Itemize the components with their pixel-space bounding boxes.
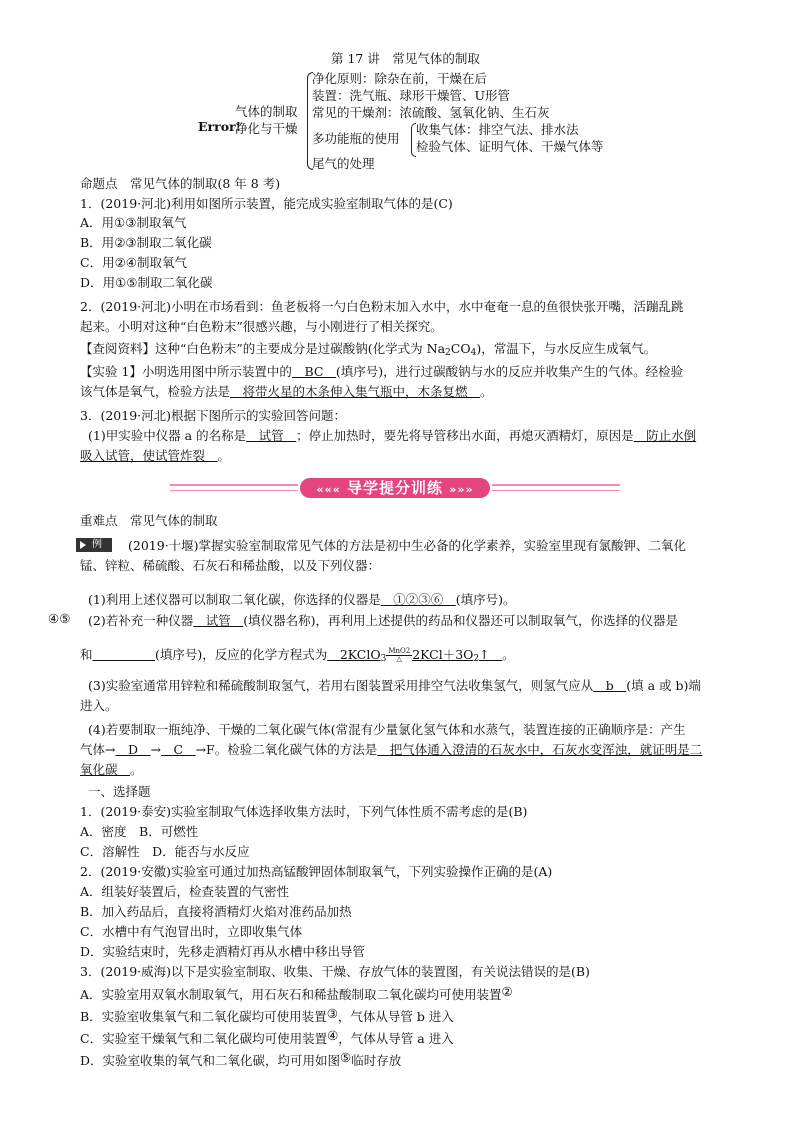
- paragraph-line: 【查阅资料】这种“白色粉末”的主要成分是过碳酸钠(化学式为 $Na_2CO_4$)，常温下，与水反应生成氧气。: [80, 341, 657, 358]
- option-c: C．实验室干燥氧气和二氧化碳均可使用装置④，气体从导管 a 进入: [80, 1028, 454, 1046]
- answer-blank: BC: [291, 364, 336, 379]
- banner-label: [300, 478, 490, 498]
- paragraph-line: 2．(2019·河北)小明在市场看到：鱼老板将一勺白色粉末加入水中，水中奄奄一息的鱼很快张开嘴，活蹦乱跳: [80, 299, 684, 314]
- paragraph-line: 进入。: [80, 698, 118, 713]
- outline-item: 收集气体：排空气法、排水法: [416, 122, 579, 137]
- play-icon: [80, 541, 86, 549]
- question-stem: 3．(2019·河北)根据下图所示的实验回答问题：: [80, 408, 346, 423]
- answer-blank: 吸入试管，使试管炸裂: [80, 448, 218, 463]
- banner-line-left-thin: [170, 490, 298, 491]
- option-d: D．用①⑤制取二氧化碳: [80, 275, 213, 290]
- banner-line-right-thin: [492, 490, 620, 491]
- answer-blank: C: [161, 742, 196, 757]
- paragraph-line: (3)实验室通常用锌粒和稀硫酸制取氢气，若用右图装置采用排空气法收集氢气，则氢气应从 b (填 a 或 b)端: [88, 678, 701, 693]
- option-a: A．实验室用双氧水制取氧气，用石灰石和稀盐酸制取二氧化碳均可使用装置②: [80, 984, 513, 1002]
- overlap-answer: ④⑤: [48, 611, 71, 626]
- paragraph-line: 氧化碳 。: [80, 762, 143, 777]
- answer-blank: ①②③⑥: [380, 592, 456, 607]
- paragraph-line: 【实验 1】小明选用图中所示装置中的 BC (填序号)，进行过碳酸钠与水的反应并收集产生的气体。经检验: [80, 364, 684, 379]
- answer-blank: 试管: [193, 613, 244, 628]
- option-b: B．加入药品后，直接将酒精灯火焰对准药品加热: [80, 904, 352, 919]
- option-cd: C．溶解性 D．能否与水反应: [80, 844, 250, 859]
- option-ab: A．密度 B．可燃性: [80, 824, 199, 839]
- outline-item: 检验气体、证明气体、干燥气体等: [416, 139, 604, 154]
- section-heading: 一、选择题: [88, 784, 151, 799]
- paragraph-line: (1)甲实验中仪器 a 的名称是 试管 ；停止加热时，要先将导管移出水面，再熄灭酒精灯，原因是 防止水倒: [88, 428, 697, 443]
- paragraph-line: (2019·十堰)掌握实验室制取常见气体的方法是初中生必备的化学素养，实验室里现有氯酸钾、二氧化: [128, 538, 687, 553]
- option-a: A．用①③制取氧气: [80, 215, 187, 230]
- outline-item: 尾气的处理: [312, 156, 375, 171]
- option-b: B．用②③制取二氧化碳: [80, 235, 212, 250]
- paragraph-line: (4)若要制取一瓶纯净、干燥的二氧化碳气体(常混有少量氯化氢气体和水蒸气，装置连接的正确顺序是：产生: [88, 722, 686, 737]
- option-b: B．实验室收集氧气和二氧化碳均可使用装置③，气体从导管 b 进入: [80, 1006, 454, 1024]
- answer-blank: D: [115, 742, 151, 757]
- banner-text: 导学提分训练: [346, 479, 443, 497]
- outline-group-label-1: 气体的制取: [235, 104, 298, 119]
- answer-blank: 将带火星的木条伸入集气瓶中，木条复燃: [230, 384, 481, 399]
- answer-blank: 试管: [246, 428, 297, 443]
- paragraph-line: 气体→ D → C →F。检验二氧化碳气体的方法是 把气体通入澄清的石灰水中，石灰水变浑浊，就证明是二: [80, 742, 703, 757]
- answer-blank: 氧化碳: [80, 762, 131, 777]
- example-tag: 例: [76, 538, 112, 552]
- reaction-condition: $\frac{\text{MnO2}}{\triangle}$: [388, 647, 411, 663]
- paragraph-line: 锰、锌粒、稀硫酸、石灰石和稀盐酸，以及下列仪器：: [80, 558, 381, 573]
- banner-right-chevrons: »»»: [449, 483, 474, 496]
- section-heading: 命题点 常见气体的制取(8 年 8 考): [80, 176, 281, 191]
- outline-group-label-2: 净化与干燥: [235, 121, 298, 136]
- paragraph-line: (2)若补充一种仪器 试管 (填仪器名称)，再利用上述提供的药品和仪器还可以制取氧气，你选择的仪器是: [88, 613, 678, 628]
- question-stem: 1．(2019·泰安)实验室制取气体选择收集方法时，下列气体性质不需考虑的是(B): [80, 804, 528, 819]
- option-c: C．用②④制取氧气: [80, 255, 188, 270]
- paragraph-line: 和 (填序号)，反应的化学方程式为 2KClO$_3$ $\frac{\text{MnO2}}{\triangle}$ $2KCl+3O_2↑$ 。: [80, 647, 515, 664]
- option-d: D．实验结束时，先移走酒精灯再从水槽中移出导管: [80, 944, 366, 959]
- paragraph-line: 吸入试管，使试管炸裂 。: [80, 448, 231, 463]
- option-c: C．水槽中有气泡冒出时，立即收集气体: [80, 924, 303, 939]
- answer-blank: [93, 647, 156, 662]
- section-heading: 重难点 常见气体的制取: [80, 513, 218, 528]
- chemical-equation: 2KClO$_3$ $\frac{\text{MnO2}}{\triangle}$ $2KCl+3O_2↑$: [339, 647, 490, 664]
- paragraph-line: (1)利用上述仪器可以制取二氧化碳，你选择的仪器是 ①②③⑥ (填序号)。: [88, 592, 516, 607]
- option-a: A．组装好装置后，检查装置的气密性: [80, 884, 290, 899]
- question-stem: 3．(2019·威海)以下是实验室制取、收集、干燥、存放气体的装置图，有关说法错误的是(B): [80, 964, 590, 979]
- banner-line-left: [170, 484, 298, 486]
- option-d: D．实验室收集的氧气和二氧化碳，均可用如图⑤临时存放: [80, 1050, 402, 1068]
- page-title: 第 17 讲 常见气体的制取: [331, 51, 480, 66]
- answer-blank: b: [593, 678, 627, 693]
- error-label: Error!: [198, 119, 242, 134]
- answer-blank: 把气体通入澄清的石灰水中，石灰水变浑浊，就证明是二: [377, 742, 703, 757]
- question-stem: 1．(2019·河北)利用如图所示装置，能完成实验室制取气体的是(C): [80, 196, 453, 211]
- paragraph-line: 起来。小明对这种“白色粉末”很感兴趣，与小刚进行了相关探究。: [80, 319, 443, 334]
- answer-blank: 防止水倒: [633, 428, 697, 443]
- outline-item: 净化原则：除杂在前，干燥在后: [312, 71, 488, 86]
- paragraph-line: 该气体是氧气，检验方法是 将带火星的木条伸入集气瓶中，木条复燃 。: [80, 384, 493, 399]
- banner-left-chevrons: «««: [316, 483, 341, 496]
- banner-line-right: [492, 484, 620, 486]
- outline-item: 常见的干燥剂：浓硫酸、氢氧化钠、生石灰: [312, 105, 550, 120]
- outline-multi-bottle: 多功能瓶的使用: [312, 131, 400, 146]
- outline-item: 装置：洗气瓶、球形干燥管、U形管: [312, 88, 511, 103]
- question-stem: 2．(2019·安徽)实验室可通过加热高锰酸钾固体制取氧气，下列实验操作正确的是(A): [80, 864, 553, 879]
